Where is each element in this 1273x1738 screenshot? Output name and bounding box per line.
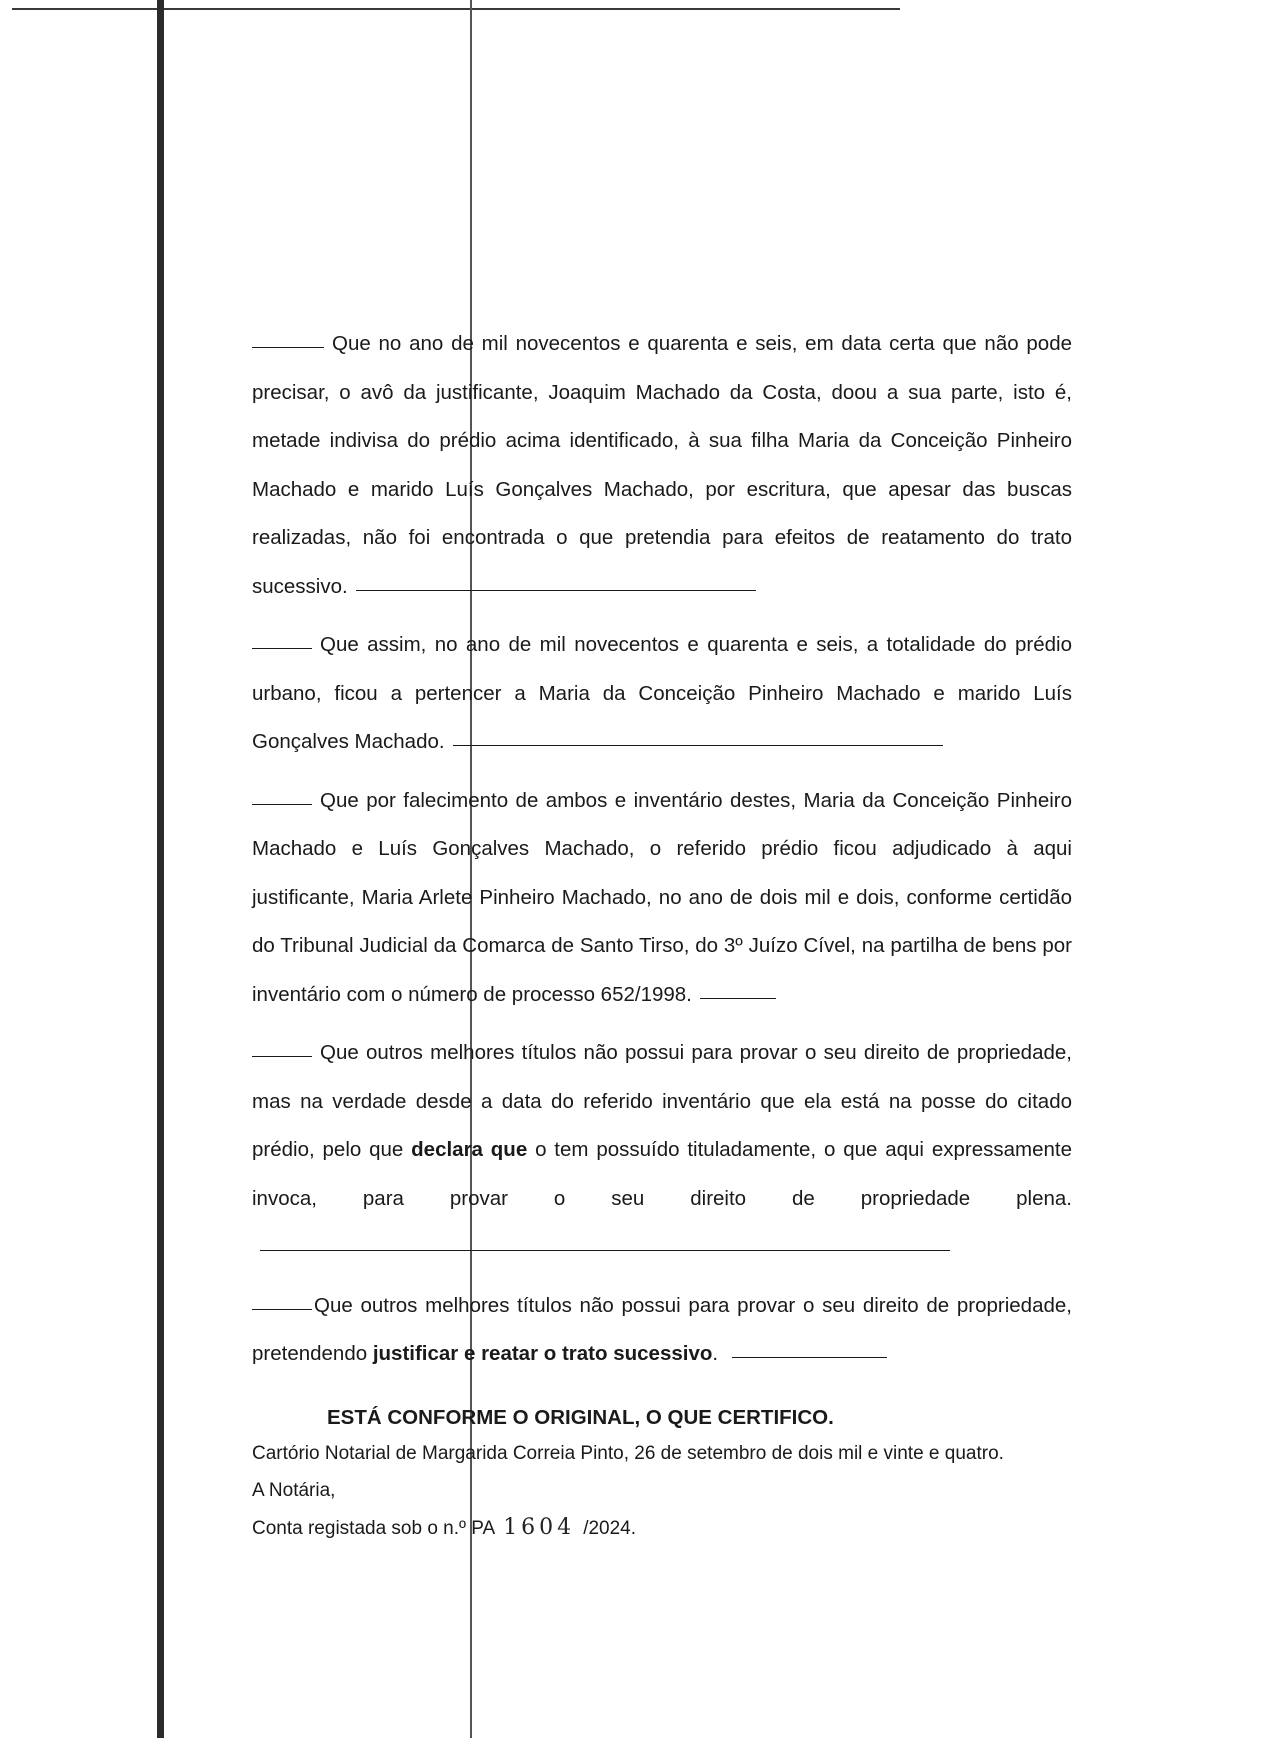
paragraph-text-before-bold: Que outros melhores títulos não possui para provar o seu direito de propriedade, pretendendo [252, 1293, 1072, 1365]
scan-artifact-top-line [12, 8, 900, 10]
leading-dash-line [252, 804, 312, 805]
notary-office-line: Cartório Notarial de Margarida Correia Pinto, 26 de setembro de dois mil e vinte e quatro. [252, 1442, 1004, 1464]
trailing-dash-line [700, 998, 776, 999]
certification-heading: ESTÁ CONFORME O ORIGINAL, O QUE CERTIFICO. [327, 1405, 834, 1429]
paragraph-donation [252, 320, 1072, 611]
paragraph-inheritance [252, 777, 1072, 1020]
notary-title: A Notária, [252, 1479, 336, 1501]
account-registration-line [252, 1509, 1072, 1547]
trailing-dash-line [732, 1357, 887, 1358]
scan-artifact-left-bar [157, 0, 164, 1738]
trailing-dash-line [453, 745, 943, 746]
leading-dash-line [252, 1309, 312, 1310]
account-prefix: Conta registada sob o n.º PA [252, 1517, 496, 1539]
bold-phrase: declara que [411, 1138, 528, 1161]
trailing-dash-line [356, 590, 756, 591]
paragraph-justification [252, 1282, 1072, 1379]
paragraph-text: Que no ano de mil novecentos e quarenta e seis, em data certa que não pode precisar, o avô da justificante, Joaquim Machado da Costa, doou a sua parte, isto é, metade indivisa do prédio acima identificado, à sua filha Maria da Conceição Pinheiro Machado e marido Luís Gonçalves Machado, por escritura, que apesar das buscas realizadas, não foi encontrada o que pretendia para efeitos de reatamento do trato sucessivo. [252, 332, 1072, 598]
paragraph-ownership [252, 621, 1072, 767]
leading-dash-line [252, 648, 312, 649]
leading-dash-line [252, 1056, 312, 1057]
paragraph-text: Que por falecimento de ambos e inventário destes, Maria da Conceição Pinheiro Machado e Luís Gonçalves Machado, o referido prédio ficou adjudicado à aqui justificante, Maria Arlete Pinheiro Machado, no ano de dois mil e dois, conforme certidão do Tribunal Judicial da Comarca de Santo Tirso, do 3º Juízo Cível, na partilha de bens por inventário com o número de processo 652/1998. [252, 788, 1072, 1006]
paragraph-text-before-bold: Que outros melhores títulos não possui para provar o seu direito de propriedade, mas na verdade desde a data do referido inventário que ela está na posse do citado prédio, pelo que [252, 1041, 1072, 1161]
paragraph-text-after-bold: . [712, 1342, 719, 1365]
document-body [252, 320, 1072, 1547]
leading-dash-line [252, 347, 324, 348]
paragraph-text: Que assim, no ano de mil novecentos e quarenta e seis, a totalidade do prédio urbano, ficou a pertencer a Maria da Conceição Pinheiro Machado e marido Luís Gonçalves Machado. [252, 633, 1072, 753]
trailing-dash-line [260, 1250, 950, 1251]
paragraph-text-after-bold: o tem possuído tituladamente, o que aqui expressamente invoca, para provar o seu direito de propriedade plena. [252, 1138, 1072, 1210]
handwritten-account-number: 1604 [503, 1514, 576, 1540]
paragraph-possession [252, 1029, 1072, 1272]
account-suffix: /2024. [583, 1517, 637, 1539]
bold-phrase: justificar e reatar o trato sucessivo [372, 1342, 713, 1365]
